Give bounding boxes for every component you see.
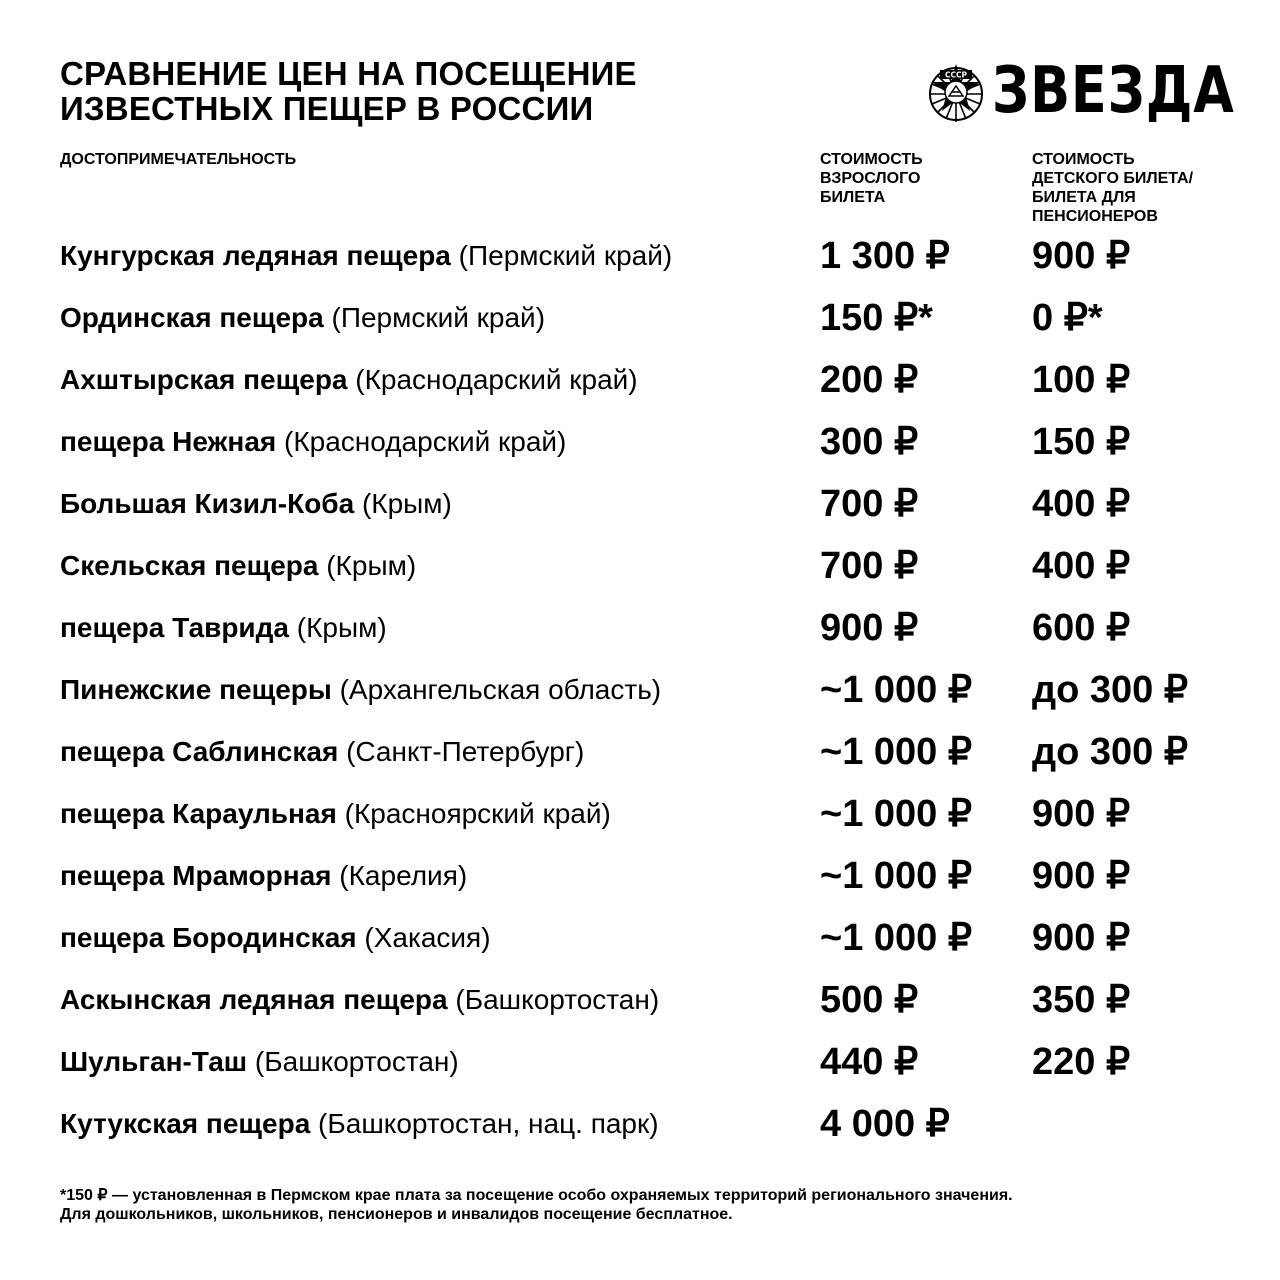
child-price: до 300 ₽ [1032,669,1189,711]
cave-region: (Хакасия) [364,922,491,953]
cave-region: (Красноярский край) [344,798,611,829]
cave-name: пещера Бородинская [60,922,357,953]
column-header-adult-line: БИЛЕТА [820,189,886,206]
cave-name: Шульган-Таш [60,1046,248,1077]
cave-place [60,920,491,956]
adult-price: ~1 000 ₽ [820,917,973,959]
child-price: 400 ₽ [1032,483,1131,525]
cave-place [60,486,452,522]
cave-place [60,424,566,460]
adult-price: ~1 000 ₽ [820,669,973,711]
column-header-child-line: ПЕНСИОНЕРОВ [1032,208,1158,225]
child-price: до 300 ₽ [1032,731,1189,773]
cave-place [60,548,416,584]
table-row [0,350,1280,412]
table-row [0,1094,1280,1156]
column-header-child-line: БИЛЕТА ДЛЯ [1032,189,1136,206]
cave-region: (Карелия) [339,860,468,891]
table-row [0,288,1280,350]
child-price: 0 ₽* [1032,297,1103,339]
column-header-attraction-label: ДОСТОПРИМЕЧАТЕЛЬНОСТЬ [60,151,297,168]
cave-region: (Пермский край) [331,302,546,333]
table-row [0,660,1280,722]
column-header-adult-line: ВЗРОСЛОГО [820,170,921,187]
footnote-line-2: Для дошкольников, школьников, пенсионеров и инвалидов посещение бесплатное. [60,1206,733,1223]
table-row [0,784,1280,846]
cave-name: Ординская пещера [60,302,324,333]
title-line-2: ИЗВЕСТНЫХ ПЕЩЕР В РОССИИ [60,90,594,127]
adult-price: 150 ₽* [820,297,933,339]
cave-region: (Крым) [326,550,417,581]
cave-name: Пинежские пещеры [60,674,332,705]
cave-region: (Башкортостан) [455,984,660,1015]
cave-name: Аскынская ледяная пещера [60,984,448,1015]
column-header-child-line: СТОИМОСТЬ [1032,151,1135,168]
footnote-line-1: *150 ₽ — установленная в Пермском крае плата за посещение особо охраняемых территорий регионального значения. [60,1187,1013,1204]
table-row [0,598,1280,660]
cave-region: (Башкортостан, нац. парк) [318,1108,659,1139]
cave-region: (Краснодарский край) [284,426,567,457]
cave-place [60,1106,659,1142]
adult-price: 440 ₽ [820,1041,919,1083]
table-row [0,536,1280,598]
cave-name: Скельская пещера [60,550,319,581]
cave-name: пещера Нежная [60,426,277,457]
column-header-attraction [60,150,296,169]
table-row [0,474,1280,536]
cave-place [60,982,659,1018]
cave-place [60,858,467,894]
cave-place [60,238,672,274]
adult-price: 4 000 ₽ [820,1103,950,1145]
table-row [0,412,1280,474]
cave-place [60,672,661,708]
cave-region: (Башкортостан) [254,1046,459,1077]
cave-name: Кутукская пещера [60,1108,311,1139]
column-header-child-line: ДЕТСКОГО БИЛЕТА/ [1032,170,1194,187]
cave-name: Большая Кизил-Коба [60,488,355,519]
logo-wordmark: ЗВЕЗДА [992,54,1235,128]
child-price: 350 ₽ [1032,979,1131,1021]
child-price: 900 ₽ [1032,793,1131,835]
column-header-adult [820,150,1020,207]
cave-name: пещера Мраморная [60,860,332,891]
cave-region: (Архангельская область) [339,674,662,705]
cave-region: (Краснодарский край) [355,364,638,395]
cave-name: Кунгурская ледяная пещера [60,240,451,271]
child-price: 900 ₽ [1032,235,1131,277]
cave-place [60,796,611,832]
cave-region: (Крым) [361,488,452,519]
table-row [0,722,1280,784]
adult-price: 1 300 ₽ [820,235,950,277]
child-price: 400 ₽ [1032,545,1131,587]
table-row [0,846,1280,908]
footnote [60,1186,1230,1224]
order-star-emblem-icon [926,56,986,126]
cave-place [60,300,545,336]
table-row [0,226,1280,288]
adult-price: ~1 000 ₽ [820,855,973,897]
cave-region: (Санкт-Петербург) [346,736,585,767]
adult-price: ~1 000 ₽ [820,731,973,773]
emblem-text: СССР [944,70,968,80]
cave-name: Ахштырская пещера [60,364,348,395]
cave-place [60,610,387,646]
cave-place [60,362,638,398]
child-price: 600 ₽ [1032,607,1131,649]
adult-price: 700 ₽ [820,545,919,587]
cave-region: (Пермский край) [458,240,673,271]
child-price: 220 ₽ [1032,1041,1131,1083]
table-row [0,970,1280,1032]
column-header-adult-line: СТОИМОСТЬ [820,151,923,168]
cave-region: (Крым) [296,612,387,643]
cave-name: пещера Таврида [60,612,289,643]
child-price: 100 ₽ [1032,359,1131,401]
adult-price: 200 ₽ [820,359,919,401]
adult-price: 700 ₽ [820,483,919,525]
child-price: 900 ₽ [1032,855,1131,897]
cave-place [60,734,584,770]
adult-price: ~1 000 ₽ [820,793,973,835]
cave-name: пещера Саблинская [60,736,339,767]
adult-price: 300 ₽ [820,421,919,463]
table-row [0,908,1280,970]
title-line-1: СРАВНЕНИЕ ЦЕН НА ПОСЕЩЕНИЕ [60,55,637,92]
adult-price: 900 ₽ [820,607,919,649]
column-header-child [1032,150,1252,226]
zvezda-logo [926,54,1235,128]
page-title [60,56,820,126]
cave-place [60,1044,459,1080]
child-price: 900 ₽ [1032,917,1131,959]
child-price: 150 ₽ [1032,421,1131,463]
table-row [0,1032,1280,1094]
cave-name: пещера Караульная [60,798,337,829]
adult-price: 500 ₽ [820,979,919,1021]
